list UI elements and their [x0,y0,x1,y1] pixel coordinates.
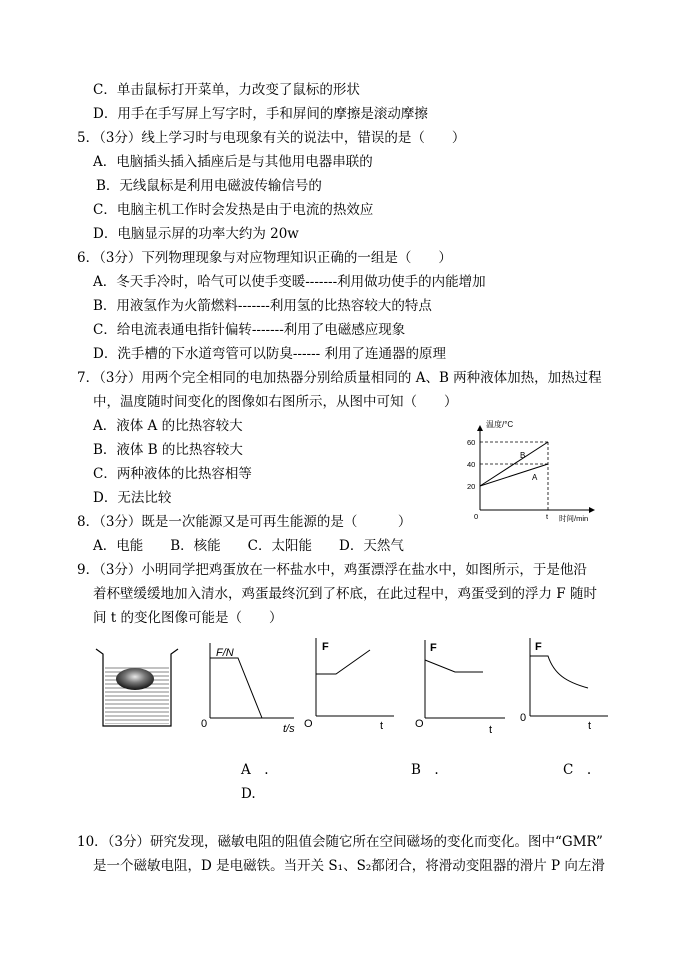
q9-stem-line3: 间 t 的变化图像可能是（ ） [93,610,283,626]
graph-d-origin: 0 [520,712,527,724]
y-axis-label: 温度/°C [486,420,514,429]
q5-option-d: D．电脑显示屏的功率大约为 20w [93,226,299,242]
x-axis-label: 时间/min [559,514,589,523]
graph-b-origin: O [304,718,313,730]
egg-icon [116,668,154,690]
q7-stem-line1: 7．（3分）用两个完全相同的电加热器分别给质量相同的 A、B 两种液体加热，加热过程 [77,370,602,386]
q4-option-d: D．用手在手写屏上写字时，手和屏间的摩擦是滚动摩擦 [93,106,428,122]
graph-a-origin: 0 [201,718,208,730]
q5-stem: 5．（3分）线上学习时与电现象有关的说法中，错误的是（ ） [77,130,466,146]
q6-option-d: D．洗手槽的下水道弯管可以防臭------ 利用了连通器的原理 [93,346,446,362]
graph-b-ylabel: F [322,641,329,653]
q10-stem-line2: 是一个磁敏电阻，D 是电磁铁。当开关 S₁、S₂都闭合，将滑动变阻器的滑片 P 向左滑 [93,858,605,874]
line-b-label: B [520,451,526,460]
q9-graph-c [413,638,508,738]
q7-option-d: D．无法比较 [93,490,172,506]
graph-d-ylabel: F [535,641,542,653]
q9-graph-a [198,640,303,738]
line-a-label: A [532,473,538,482]
q9-stem-line2: 着杯壁缓缓地加入清水，鸡蛋最终沉到了杯底，在此过程中，鸡蛋受到的浮力 F 随时 [93,586,597,602]
y-tick-40: 40 [467,460,476,469]
q5-option-a: A．电脑插头插入插座后是与其他用电器串联的 [93,154,373,170]
q7-option-b: B．液体 B 的比热容较大 [93,442,243,458]
q7-option-c: C．两种液体的比热容相等 [93,466,252,482]
q9-choice-c: C . [563,762,592,778]
line-a [480,464,548,486]
q6-option-c: C．给电流表通电指针偏转-------利用了电磁感应现象 [93,322,406,338]
q6-option-b: B．用液氢作为火箭燃料-------利用氢的比热容较大的特点 [93,298,432,314]
q6-option-a: A．冬天手冷时，哈气可以使手变暖-------利用做功使手的内能增加 [93,274,486,290]
graph-b-xlabel: t [380,720,384,732]
q9-choice-d: D. [241,786,256,802]
x-tick-t: t [546,512,549,521]
q9-stem-line1: 9．（3分）小明同学把鸡蛋放在一杯盐水中，鸡蛋漂浮在盐水中，如图所示，于是他沿 [77,562,587,578]
q10-stem-line1: 10．（3分）研究发现，磁敏电阻的阻值会随它所在空间磁场的变化而变化。图中“GMR” [77,834,603,850]
q7-temperature-chart [462,418,602,526]
q9-graph-d [518,636,610,736]
graph-c-xlabel: t [489,724,493,736]
q8-options: A．电能 B．核能 C．太阳能 D．天然气 [93,538,404,554]
graph-a-ylabel: F/N [216,647,234,659]
q6-stem: 6．（3分）下列物理现象与对应物理知识正确的一组是（ ） [77,250,452,266]
q9-choice-b: B . [411,762,439,778]
graph-a-xlabel: t/s [283,723,295,735]
graph-c-ylabel: F [430,642,437,654]
q9-beaker-figure [92,646,182,730]
q5-option-c: C．电脑主机工作时会发热是由于电流的热效应 [93,202,374,218]
y-tick-60: 60 [467,438,476,447]
q5-option-b: B．无线鼠标是利用电磁波传输信号的 [96,178,322,194]
graph-c-origin: O [415,718,424,730]
graph-d-xlabel: t [588,720,592,732]
q4-option-c: C．单击鼠标打开菜单，力改变了鼠标的形状 [93,82,360,98]
y-tick-20: 20 [467,482,476,491]
q9-graph-b [302,636,397,736]
q9-choice-a: A . [241,762,269,778]
q8-stem: 8．（3分）既是一次能源又是可再生能源的是（ ） [77,514,412,530]
q7-option-a: A．液体 A 的比热容较大 [93,418,243,434]
origin-label: 0 [474,512,479,521]
q7-stem-line2: 中，温度随时间变化的图像如右图所示，从图中可知（ ） [93,394,458,410]
